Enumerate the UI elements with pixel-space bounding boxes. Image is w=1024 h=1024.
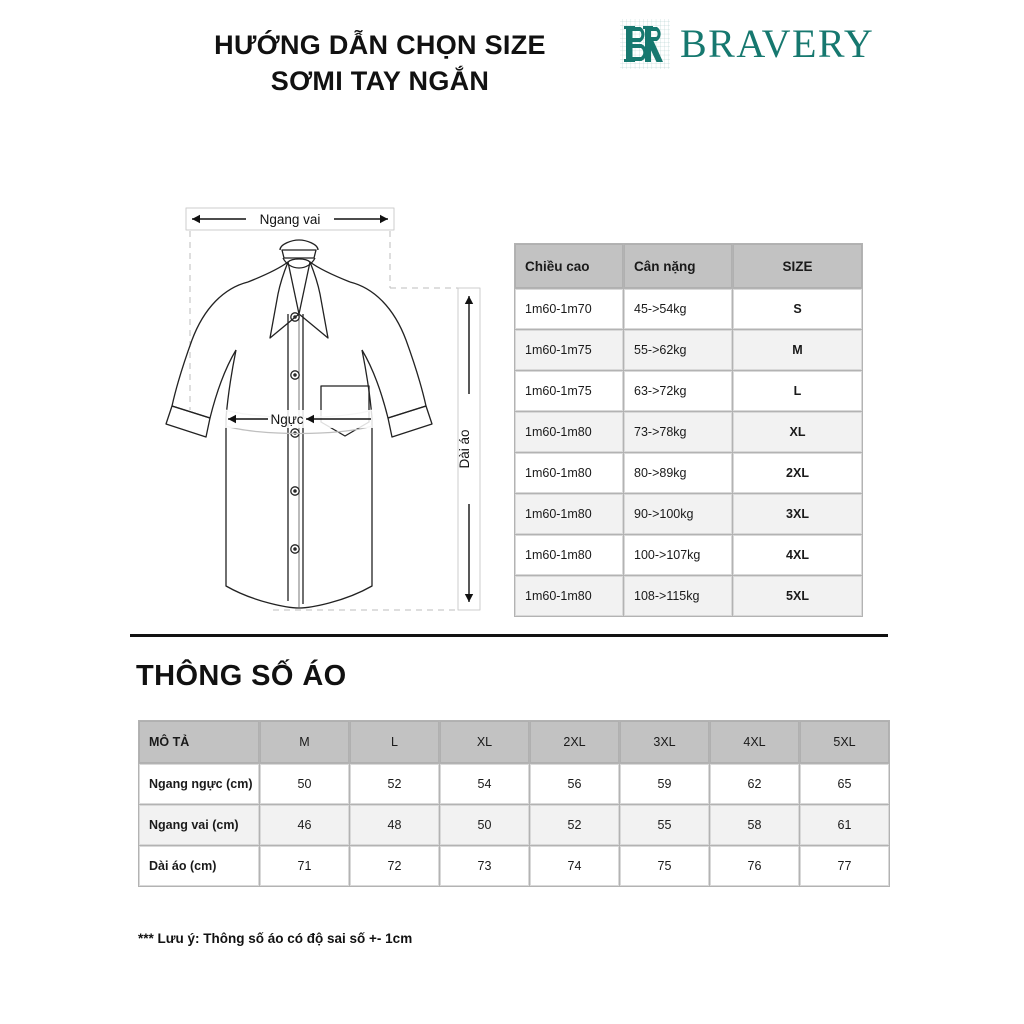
size-chart-cell-weight: 108->115kg (624, 576, 732, 616)
spec-section-title: THÔNG SỐ ÁO (136, 660, 347, 692)
size-chart-header-weight: Cân nặng (624, 244, 732, 288)
brand-wordmark: BRAVERY (680, 21, 875, 66)
spec-header-size-4xl: 4XL (710, 721, 799, 763)
spec-cell-value: 75 (620, 846, 709, 886)
size-chart-cell-size: 2XL (733, 453, 862, 493)
spec-cell-description: Ngang ngực (cm) (139, 764, 259, 804)
size-chart-cell-size: M (733, 330, 862, 370)
size-chart-cell-size: 4XL (733, 535, 862, 575)
size-chart-row (515, 453, 862, 493)
page-title-line-1: HƯỚNG DẪN CHỌN SIZE (214, 30, 546, 60)
spec-cell-value: 72 (350, 846, 439, 886)
spec-cell-value: 59 (620, 764, 709, 804)
spec-cell-value: 71 (260, 846, 349, 886)
size-chart-cell-height: 1m60-1m75 (515, 371, 623, 411)
spec-cell-value: 50 (260, 764, 349, 804)
spec-cell-value: 56 (530, 764, 619, 804)
spec-cell-value: 58 (710, 805, 799, 845)
size-chart-cell-height: 1m60-1m80 (515, 494, 623, 534)
spec-row (139, 764, 889, 804)
spec-table (138, 720, 890, 887)
size-chart-table (514, 243, 863, 617)
spec-header-row (139, 721, 889, 763)
spec-cell-value: 52 (530, 805, 619, 845)
page-title (150, 28, 610, 100)
page-title-line-2: SƠMI TAY NGẮN (270, 65, 490, 96)
spec-header-size-l: L (350, 721, 439, 763)
spec-cell-value: 48 (350, 805, 439, 845)
spec-header-size-2xl: 2XL (530, 721, 619, 763)
spec-cell-value: 76 (710, 846, 799, 886)
shoulder-label: Ngang vai (259, 212, 321, 227)
size-chart-row (515, 330, 862, 370)
length-label: Dài áo (457, 429, 472, 469)
spec-row (139, 846, 889, 886)
spec-header-size-3xl: 3XL (620, 721, 709, 763)
spec-header-size-m: M (260, 721, 349, 763)
size-chart-cell-height: 1m60-1m80 (515, 453, 623, 493)
size-chart-header-height: Chiều cao (515, 244, 623, 288)
size-chart-cell-height: 1m60-1m80 (515, 412, 623, 452)
spec-header-description: MÔ TẢ (139, 721, 259, 763)
size-chart-cell-size: 3XL (733, 494, 862, 534)
spec-cell-value: 46 (260, 805, 349, 845)
size-chart-row (515, 412, 862, 452)
size-chart-row (515, 494, 862, 534)
spec-cell-value: 54 (440, 764, 529, 804)
spec-cell-value: 65 (800, 764, 889, 804)
spec-cell-value: 74 (530, 846, 619, 886)
size-chart-cell-height: 1m60-1m75 (515, 330, 623, 370)
disclaimer-note: *** Lưu ý: Thông số áo có độ sai số +- 1cm (138, 931, 413, 946)
page-header (0, 0, 1024, 115)
spec-header-size-xl: XL (440, 721, 529, 763)
spec-cell-description: Ngang vai (cm) (139, 805, 259, 845)
spec-cell-value: 52 (350, 764, 439, 804)
spec-cell-value: 73 (440, 846, 529, 886)
size-chart-row (515, 371, 862, 411)
spec-cell-value: 50 (440, 805, 529, 845)
size-chart-cell-height: 1m60-1m70 (515, 289, 623, 329)
size-chart-cell-size: S (733, 289, 862, 329)
size-chart-cell-weight: 55->62kg (624, 330, 732, 370)
spec-cell-value: 55 (620, 805, 709, 845)
size-chart-cell-weight: 100->107kg (624, 535, 732, 575)
brand-logo (618, 17, 886, 73)
size-chart-row (515, 535, 862, 575)
spec-cell-value: 62 (710, 764, 799, 804)
section-divider (130, 634, 888, 637)
spec-row (139, 805, 889, 845)
size-chart-table-container (514, 243, 859, 617)
brand-monogram-icon (618, 17, 672, 71)
size-chart-cell-size: XL (733, 412, 862, 452)
size-chart-cell-weight: 63->72kg (624, 371, 732, 411)
size-chart-row (515, 289, 862, 329)
size-chart-cell-weight: 80->89kg (624, 453, 732, 493)
size-chart-cell-weight: 73->78kg (624, 412, 732, 452)
shirt-measurement-diagram (128, 198, 498, 623)
size-chart-cell-height: 1m60-1m80 (515, 576, 623, 616)
spec-cell-description: Dài áo (cm) (139, 846, 259, 886)
spec-cell-value: 61 (800, 805, 889, 845)
size-chart-cell-size: L (733, 371, 862, 411)
spec-header-size-5xl: 5XL (800, 721, 889, 763)
chest-label: Ngực (270, 412, 304, 427)
size-chart-header-size: SIZE (733, 244, 862, 288)
size-chart-cell-height: 1m60-1m80 (515, 535, 623, 575)
spec-table-container (138, 720, 886, 887)
size-chart-header-row (515, 244, 862, 288)
size-chart-cell-weight: 45->54kg (624, 289, 732, 329)
size-chart-cell-size: 5XL (733, 576, 862, 616)
spec-cell-value: 77 (800, 846, 889, 886)
size-chart-cell-weight: 90->100kg (624, 494, 732, 534)
size-chart-row (515, 576, 862, 616)
